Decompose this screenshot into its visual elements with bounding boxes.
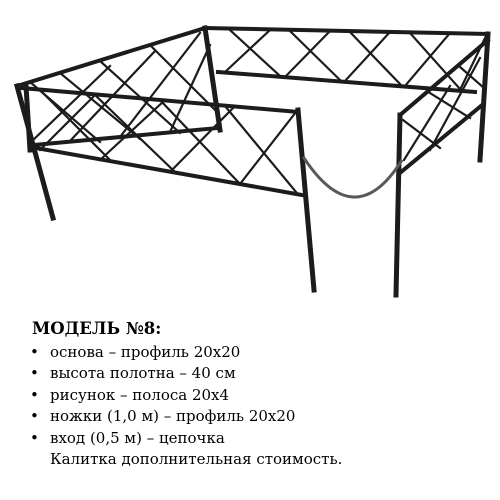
spec-item: [30, 363, 490, 384]
spec-item: [30, 406, 490, 427]
fence-posts: [17, 28, 488, 295]
spec-item-text: основа – профиль 20х20: [50, 343, 241, 361]
spec-block: [30, 318, 490, 470]
bullet-icon: •: [30, 407, 39, 426]
fence-rails: [17, 28, 488, 195]
spec-item: [30, 428, 490, 449]
gate-note: Калитка дополнительная стоимость.: [50, 450, 343, 469]
spec-item: [30, 342, 490, 363]
spec-item: [30, 385, 490, 406]
spec-item-text: высота полотна – 40 см: [50, 364, 236, 383]
fence-diagonal-pattern: [30, 30, 486, 192]
bullet-icon: •: [30, 428, 39, 447]
bullet-icon: •: [30, 385, 39, 404]
model-title: МОДЕЛЬ №8:: [32, 319, 162, 338]
bullet-icon: •: [30, 364, 39, 383]
bullet-icon: •: [30, 343, 39, 361]
spec-item-text: ножки (1,0 м) – профиль 20х20: [50, 407, 296, 426]
spec-list: [30, 342, 490, 449]
spec-item-text: рисунок – полоса 20х4: [50, 385, 230, 404]
entrance-chain: [304, 158, 402, 197]
spec-item-text: вход (0,5 м) – цепочка: [50, 428, 225, 447]
fence-frame: [17, 28, 488, 295]
